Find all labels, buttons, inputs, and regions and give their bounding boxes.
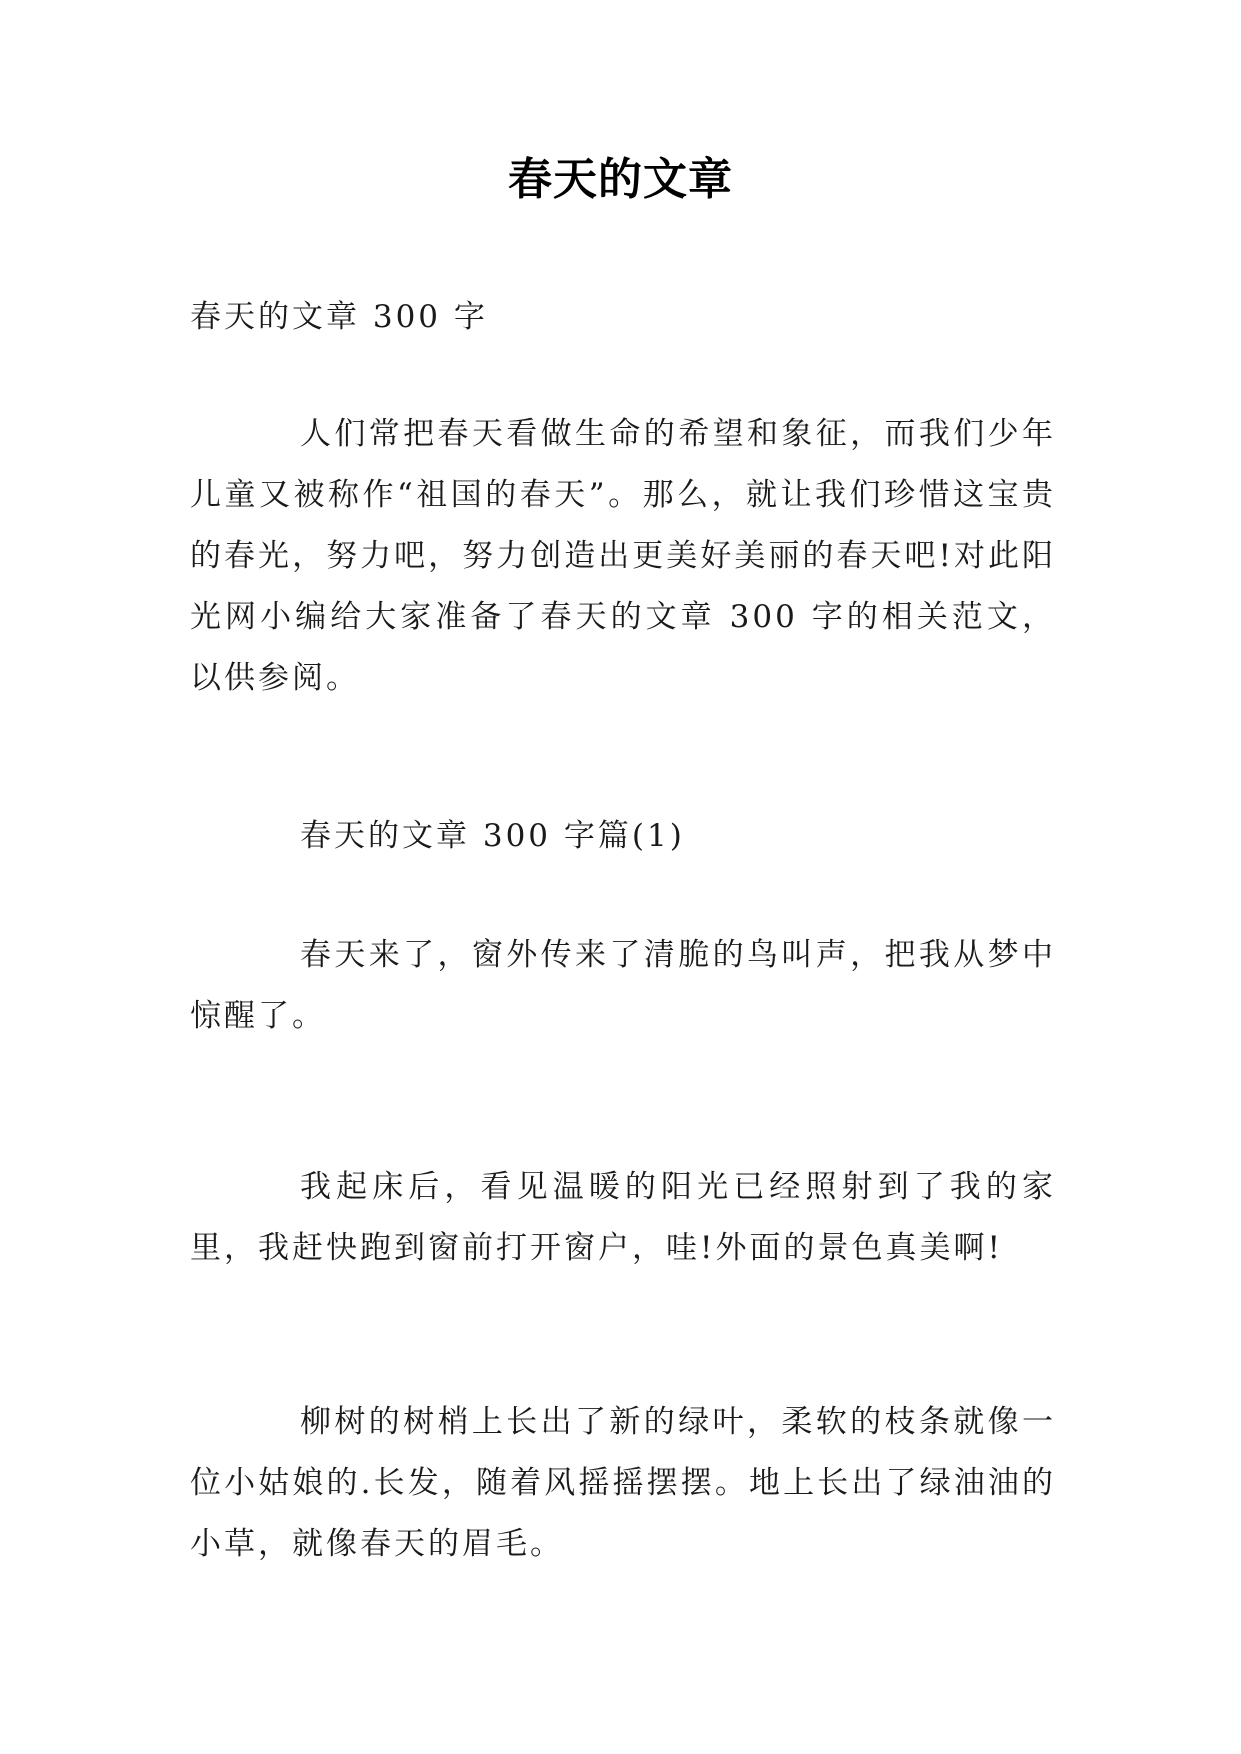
page-title: 春天的文章 [508,154,733,205]
body-paragraph: 春天来了，窗外传来了清脆的鸟叫声，把我从梦中惊醒了。 [190,937,1056,1034]
intro-paragraph: 人们常把春天看做生命的希望和象征，而我们少年儿童又被称作“祖国的春天”。那么，就让我们珍惜这宝贵的春光，努力吧，努力创造出更美好美丽的春天吧!对此阳光网小编给大家准备了春天的文章 300 字的相关范文，以供参阅。 [190,416,1056,696]
body-paragraph: 我起床后，看见温暖的阳光已经照射到了我的家里，我赶快跑到窗前打开窗户，哇!外面的景色真美啊! [190,1169,1056,1266]
body-paragraph: 柳树的树梢上长出了新的绿叶，柔软的枝条就像一位小姑娘的.长发，随着风摇摇摆摆。地上长出了绿油油的小草，就像春天的眉毛。 [190,1404,1056,1562]
section-heading: 春天的文章 300 字篇(1) [300,818,685,854]
article-subtitle: 春天的文章 300 字 [190,299,488,335]
